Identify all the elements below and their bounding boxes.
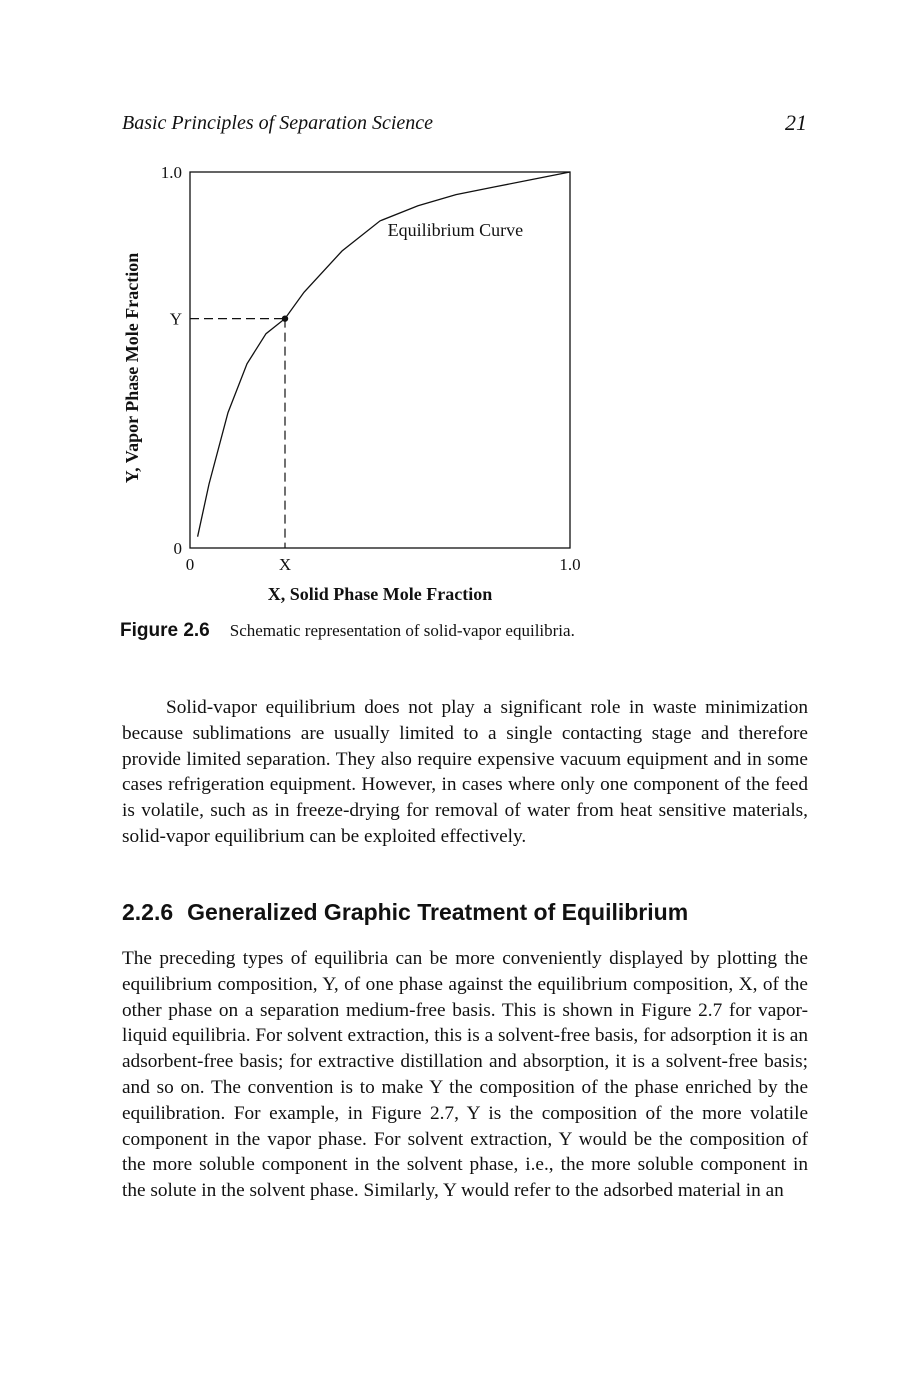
equilibrium-point — [282, 315, 288, 321]
x-tick-label: X — [278, 555, 292, 574]
y-tick-label: 0 — [173, 539, 182, 558]
y-tick-label: Y — [169, 309, 182, 329]
x-axis-label: X, Solid Phase Mole Fraction — [267, 584, 493, 604]
section-title: Generalized Graphic Treatment of Equilibrium — [187, 899, 689, 925]
equilibrium-curve-label: Equilibrium Curve — [387, 219, 524, 240]
section-heading — [122, 899, 688, 926]
x-tick-label: 0 — [185, 555, 195, 574]
y-tick-label: 1.0 — [160, 163, 182, 182]
x-tick-label: 1.0 — [559, 555, 581, 574]
figure-caption-text: Schematic representation of solid-vapor equilibria. — [229, 621, 575, 640]
running-head-title: Basic Principles of Separation Science — [122, 112, 434, 134]
y-axis-label: Y, Vapor Phase Mole Fraction — [122, 252, 142, 484]
equilibrium-chart — [0, 150, 640, 610]
body-paragraph: Solid-vapor equilibrium does not play a significant role in waste minimization because sublimations are usually limited to a single contacting stage and therefore provide limited separation. They also require expensive vacuum equipment and in some cases refrigeration equipment. However, in cases where only one component of the feed is volatile, such as in freeze-drying for removal of water from heat sensitive materials, solid-vapor equilibrium can be exploited effectively. — [122, 697, 808, 847]
figure-caption — [120, 620, 575, 642]
body-paragraph: The preceding types of equilibria can be more conveniently displayed by plotting the equilibrium composition, Y, of one phase against the equilibrium composition, X, of the other phase on a separation medium-free basis. This is shown in Figure 2.7 for vapor-liquid equilibria. For solvent extraction, this is a solvent-free basis, for adsorption it is an adsorbent-free basis; for extractive distillation and absorption, it is a solvent-free basis; and so on. The convention is to make Y the composition of the phase enriched by the equilibration. For example, in Figure 2.7, Y is the composition of the more volatile component in the vapor phase. For solvent extraction, Y would be the composition of the more soluble component in the solvent phase, i.e., the more soluble component in the solute in the solvent phase. Similarly, Y would refer to the adsorbed material in an — [122, 948, 808, 1202]
page-number: 21 — [785, 110, 807, 135]
figure-label: Figure 2.6 — [120, 620, 210, 641]
section-number: 2.2.6 — [122, 899, 174, 925]
